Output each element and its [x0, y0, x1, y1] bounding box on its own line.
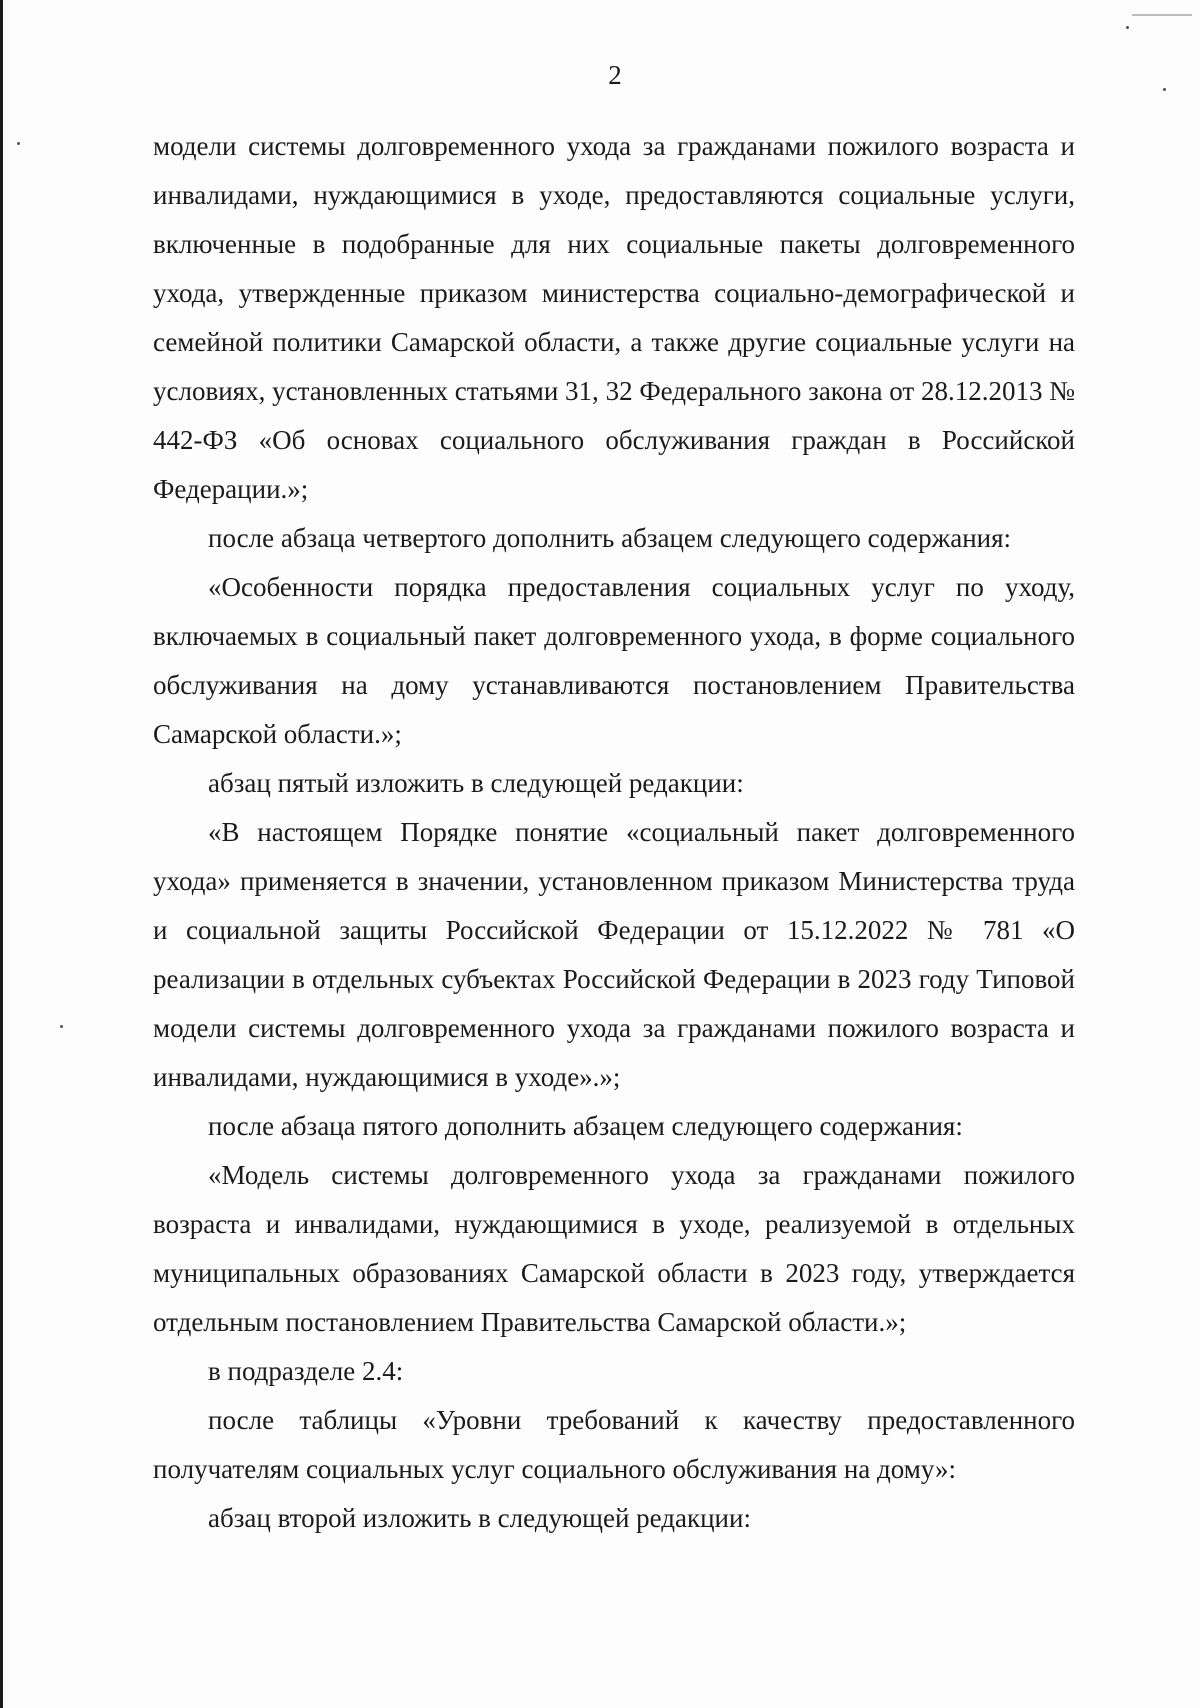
paragraph: абзац второй изложить в следующей редакции: [208, 1503, 751, 1533]
paragraph: абзац пятый изложить в следующей редакции: [208, 768, 744, 798]
scan-speck [1126, 26, 1129, 29]
scan-top-rule [1132, 14, 1192, 16]
paragraph-quote: «Особенности порядка предоставления социальных услуг по уходу, включаемых в социальный пакет долговременного ухода, в форме социального обслуживания на дому устанавливаются постановлением Правительства Самарской области.»; [153, 572, 1075, 749]
paragraph: в подразделе 2.4: [208, 1356, 404, 1386]
paragraph: после абзаца пятого дополнить абзацем следующего содержания: [208, 1111, 963, 1141]
scan-speck [1163, 88, 1166, 91]
document-body [153, 122, 1075, 1543]
scan-speck [60, 1025, 63, 1028]
paragraph: после таблицы «Уровни требований к качеству предоставленного получателям социальных услуг социального обслуживания на дому»: [153, 1405, 1075, 1484]
paragraph-quote: «Модель системы долговременного ухода за гражданами пожилого возраста и инвалидами, нуждающимися в уходе, реализуемой в отдельных муниципальных образованиях Самарской области в 2023 году, утверждается отдельным постановлением Правительства Самарской области.»; [153, 1160, 1075, 1337]
scan-speck [17, 142, 20, 145]
scan-left-edge [0, 0, 3, 1708]
paragraph-quote: «В настоящем Порядке понятие «социальный пакет долговременного ухода» применяется в значении, установленном приказом Министерства труда и социальной защиты Российской Федерации от 15.12.2022 № 781 «О реализации в отдельных субъектах Российской Федерации в 2023 году Типовой модели системы долговременного ухода за гражданами пожилого возраста и инвалидами, нуждающимися в уходе».»; [153, 817, 1075, 1092]
paragraph-continuation: модели системы долговременного ухода за гражданами пожилого возраста и инвалидами, нуждающимися в уходе, предоставляются социальные услуги, включенные в подобранные для них социальные пакеты долговременного ухода, утвержденные приказом министерства социально-демографической и семейной политики Самарской области, а также другие социальные услуги на условиях, установленных статьями 31, 32 Федерального закона от 28.12.2013 № 442-ФЗ «Об основах социального обслуживания граждан в Российской Федерации.»; [153, 131, 1075, 504]
paragraph: после абзаца четвертого дополнить абзацем следующего содержания: [208, 523, 1012, 553]
page-number: 2 [608, 60, 622, 90]
